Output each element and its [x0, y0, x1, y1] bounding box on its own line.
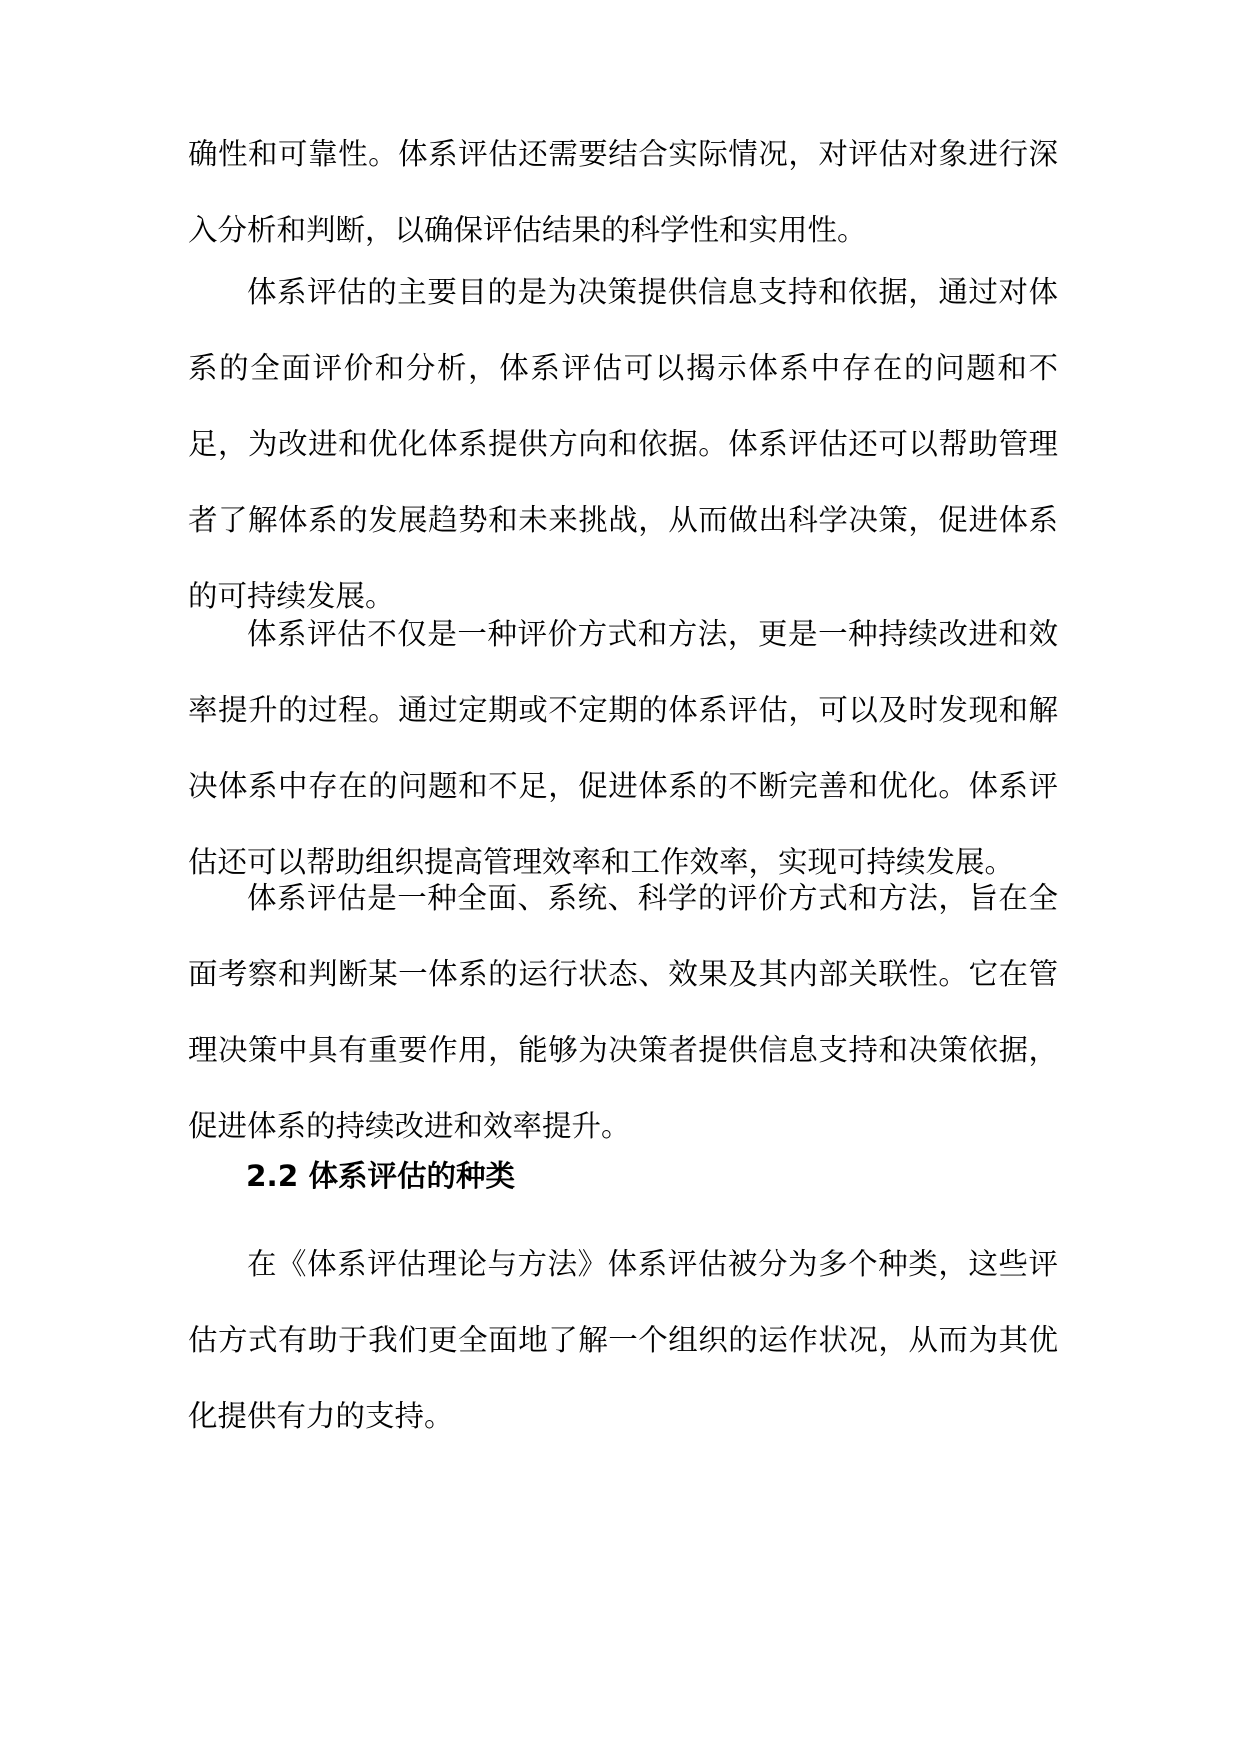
paragraph-types-intro: 在《体系评估理论与方法》体系评估被分为多个种类，这些评估方式有助于我们更全面地了解一个组织的运作状况，从而为其优化提供有力的支持。 [188, 1247, 1058, 1433]
paragraph-continuous-improvement: 体系评估不仅是一种评价方式和方法，更是一种持续改进和效率提升的过程。通过定期或不定期的体系评估，可以及时发现和解决体系中存在的问题和不足，促进体系的不断完善和优化。体系评估还可以帮助组织提高管理效率和工作效率，实现可持续发展。 [188, 617, 1058, 879]
paragraph-purpose: 体系评估的主要目的是为决策提供信息支持和依据，通过对体系的全面评价和分析，体系评估可以揭示体系中存在的问题和不足，为改进和优化体系提供方向和依据。体系评估还可以帮助管理者了解体系的发展趋势和未来挑战，从而做出科学决策，促进体系的可持续发展。 [188, 275, 1058, 613]
section-heading: 2.2 体系评估的种类 [246, 1159, 516, 1193]
paragraph-summary: 体系评估是一种全面、系统、科学的评价方式和方法，旨在全面考察和判断某一体系的运行状态、效果及其内部关联性。它在管理决策中具有重要作用，能够为决策者提供信息支持和决策依据，促进体系的持续改进和效率提升。 [188, 881, 1058, 1143]
paragraph-continuation: 确性和可靠性。体系评估还需要结合实际情况，对评估对象进行深入分析和判断，以确保评估结果的科学性和实用性。 [188, 137, 1058, 247]
